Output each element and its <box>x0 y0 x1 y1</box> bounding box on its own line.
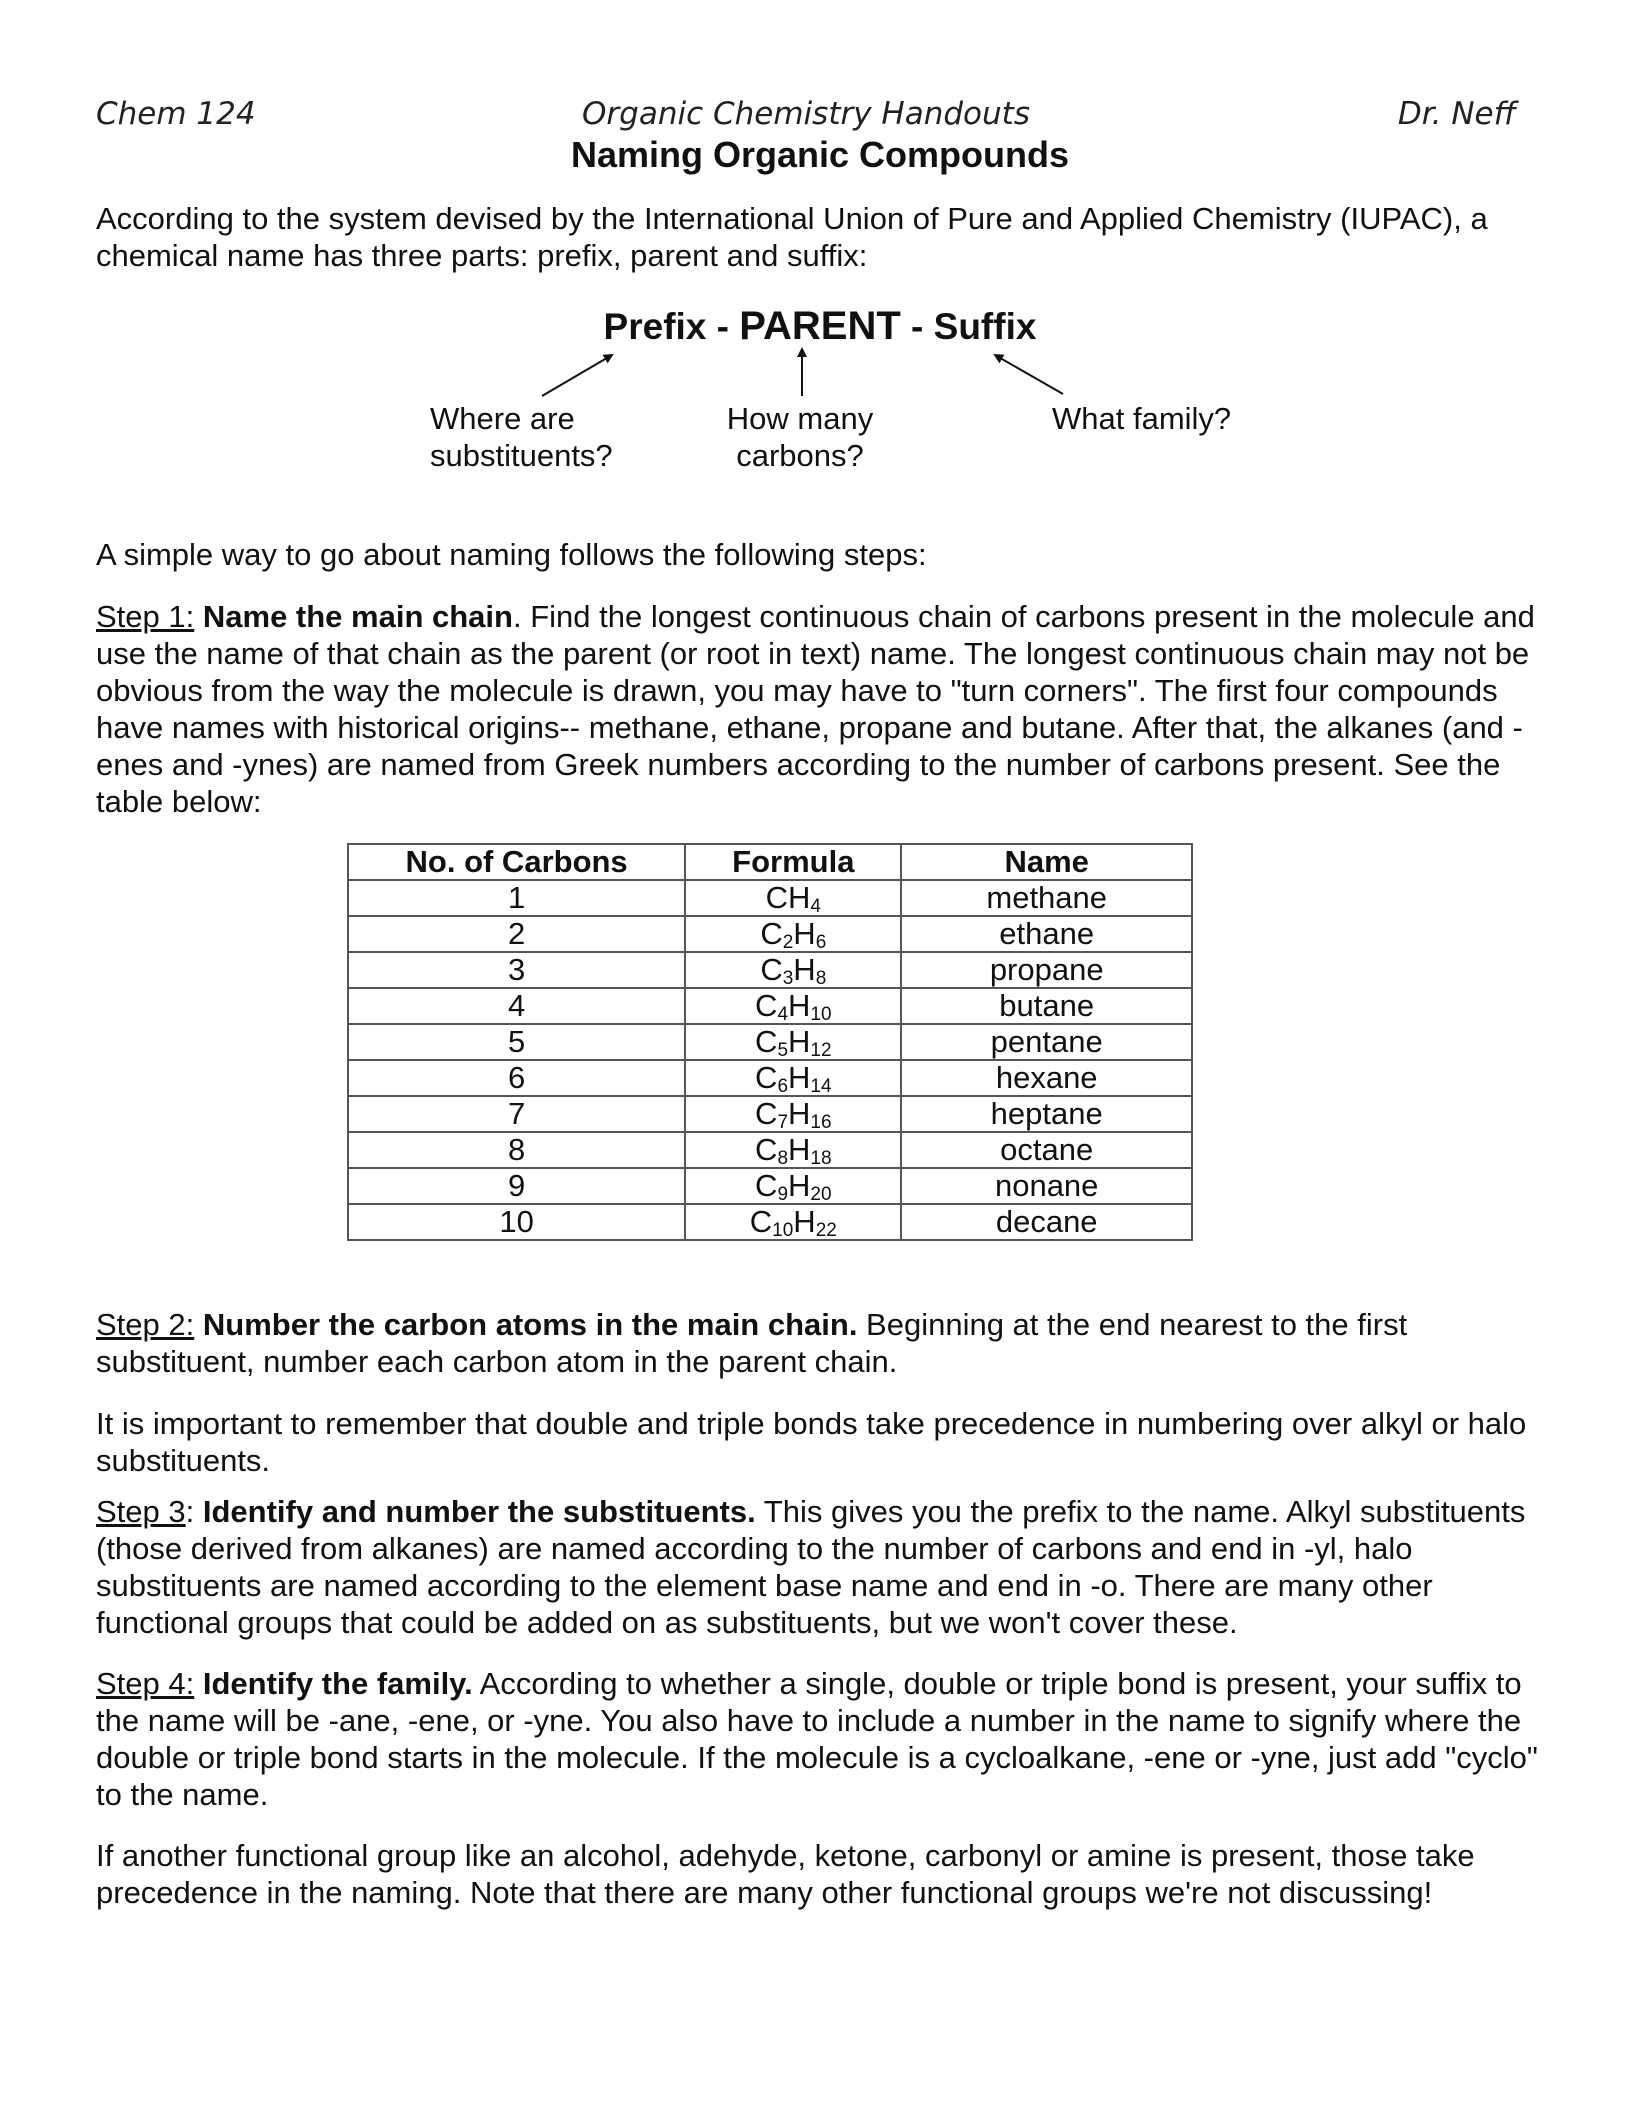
column-header: No. of Carbons <box>348 844 685 880</box>
formula: $C_5H_{12}$ <box>685 1024 901 1060</box>
step-3-text: This gives you the prefix to the name. Alkyl substituents (those derived from alkanes) are named according to the number of carbons and end in -yl, halo substituents are named according to the element base name and end in -o. There are many other functional groups that could be added on as substituents, but we won't cover these. <box>96 1494 1526 1640</box>
table-row <box>348 1024 1192 1060</box>
table-row <box>348 1204 1192 1240</box>
table-row <box>348 988 1192 1024</box>
suffix-note: What family? <box>1052 401 1232 436</box>
closing-paragraph: If another functional group like an alcohol, adehyde, ketone, carbonyl or amine is present, those take precedence in the naming. Note that there are many other functional groups we're not discussing! <box>96 1838 1475 1910</box>
steps-intro: A simple way to go about naming follows the following steps: <box>96 537 927 572</box>
compound-name: decane <box>901 1204 1192 1240</box>
prefix-term: Prefix <box>603 306 707 347</box>
step-3-heading: Identify and number the substituents. <box>202 1494 756 1529</box>
formula: $C_9H_{20}$ <box>685 1168 901 1204</box>
step-2-label: Step 2: <box>96 1307 195 1342</box>
table-row <box>348 1132 1192 1168</box>
table-row <box>348 1096 1192 1132</box>
table-header-row <box>348 844 1192 880</box>
step-4-text: According to whether a single, double or triple bond is present, your suffix to the name will be -ane, -ene, or -yne. You also have to include a number in the name to signify where the double or triple bond starts in the molecule. If the molecule is a cycloalkane, -ene or -yne, just add "cyclo" to the name. <box>96 1666 1538 1812</box>
carbon-count: 1 <box>348 880 685 916</box>
alkane-table <box>347 843 1193 1241</box>
parent-term: PARENT <box>739 304 901 348</box>
carbon-count: 8 <box>348 1132 685 1168</box>
name-structure-diagram <box>0 300 1640 490</box>
separator: - <box>706 306 740 347</box>
precedence-note: It is important to remember that double and triple bonds take precedence in numbering over alkyl or halo substituents. <box>96 1406 1527 1478</box>
table-row <box>348 1168 1192 1204</box>
table-row <box>348 880 1192 916</box>
column-header: Formula <box>685 844 901 880</box>
carbon-count: 3 <box>348 952 685 988</box>
carbon-count: 4 <box>348 988 685 1024</box>
suffix-term: Suffix <box>933 306 1037 347</box>
compound-name: ethane <box>901 916 1192 952</box>
parent-note: How many carbons? <box>726 401 874 473</box>
compound-name: octane <box>901 1132 1192 1168</box>
step-1-paragraph <box>96 598 1551 820</box>
formula: $C_4H_{10}$ <box>685 988 901 1024</box>
separator: - <box>900 306 934 347</box>
suffix-arrow-icon <box>995 355 1063 394</box>
step-4-heading: Identify the family. <box>202 1666 473 1701</box>
step-2-heading: Number the carbon atoms in the main chain. <box>202 1307 858 1342</box>
compound-name: hexane <box>901 1060 1192 1096</box>
step-1-heading: Name the main chain <box>202 599 513 634</box>
table-row <box>348 1060 1192 1096</box>
compound-name: propane <box>901 952 1192 988</box>
step-3-label: Step 3 <box>96 1494 186 1529</box>
author-label: Dr. Neff <box>1397 96 1516 132</box>
formula: $C_6H_{14}$ <box>685 1060 901 1096</box>
step-4-paragraph <box>96 1665 1551 1813</box>
formula: $C_2H_6$ <box>685 916 901 952</box>
table-row <box>348 916 1192 952</box>
prefix-note: Where are substituents? <box>430 401 613 473</box>
compound-name: pentane <box>901 1024 1192 1060</box>
carbon-count: 10 <box>348 1204 685 1240</box>
carbon-count: 7 <box>348 1096 685 1132</box>
formula: $C_7H_{16}$ <box>685 1096 901 1132</box>
formula: $C_8H_{18}$ <box>685 1132 901 1168</box>
carbon-count: 2 <box>348 916 685 952</box>
prefix-arrow-icon <box>542 355 612 396</box>
page-header <box>96 96 1516 136</box>
step-4-label: Step 4: <box>96 1666 195 1701</box>
intro-paragraph: According to the system devised by the International Union of Pure and Applied Chemistry (IUPAC), a chemical name has three parts: prefix, parent and suffix: <box>96 201 1488 273</box>
formula: $C_3H_8$ <box>685 952 901 988</box>
compound-name: methane <box>901 880 1192 916</box>
step-2-paragraph <box>96 1306 1551 1380</box>
formula: $C_{10}H_{22}$ <box>685 1204 901 1240</box>
carbon-count: 5 <box>348 1024 685 1060</box>
step-1-label: Step 1: <box>96 599 195 634</box>
page-title: Naming Organic Compounds <box>570 134 1070 175</box>
compound-name: butane <box>901 988 1192 1024</box>
step-2-text: Beginning at the end nearest to the first substituent, number each carbon atom in the parent chain. <box>96 1307 1408 1379</box>
step-1-text: . Find the longest continuous chain of carbons present in the molecule and use the name of that chain as the parent (or root in text) name. The longest continuous chain may not be obvious from the way the molecule is drawn, you may have to "turn corners". The first four compounds have names with historical origins-- methane, ethane, propane and butane. After that, the alkanes (and -enes and -ynes) are named from Greek numbers according to the number of carbons present. See the table below: <box>96 599 1535 819</box>
series-label: Organic Chemistry Handouts <box>582 96 1030 132</box>
step-3-paragraph: Step 3: Identify and number the substituents. This gives you the prefix to the name. Alkyl substituents (those derived from alkanes) are named according to the number of carbons and end in -yl, halo substituents are named according to the element base name and end in -o. There are many other functional groups that could be added on as substituents, but we won't cover these. <box>96 1494 1526 1640</box>
carbon-count: 9 <box>348 1168 685 1204</box>
carbon-count: 6 <box>348 1060 685 1096</box>
compound-name: nonane <box>901 1168 1192 1204</box>
table-row <box>348 952 1192 988</box>
compound-name: heptane <box>901 1096 1192 1132</box>
formula: $CH_4$ <box>685 880 901 916</box>
course-label: Chem 124 <box>96 96 256 132</box>
column-header: Name <box>901 844 1192 880</box>
